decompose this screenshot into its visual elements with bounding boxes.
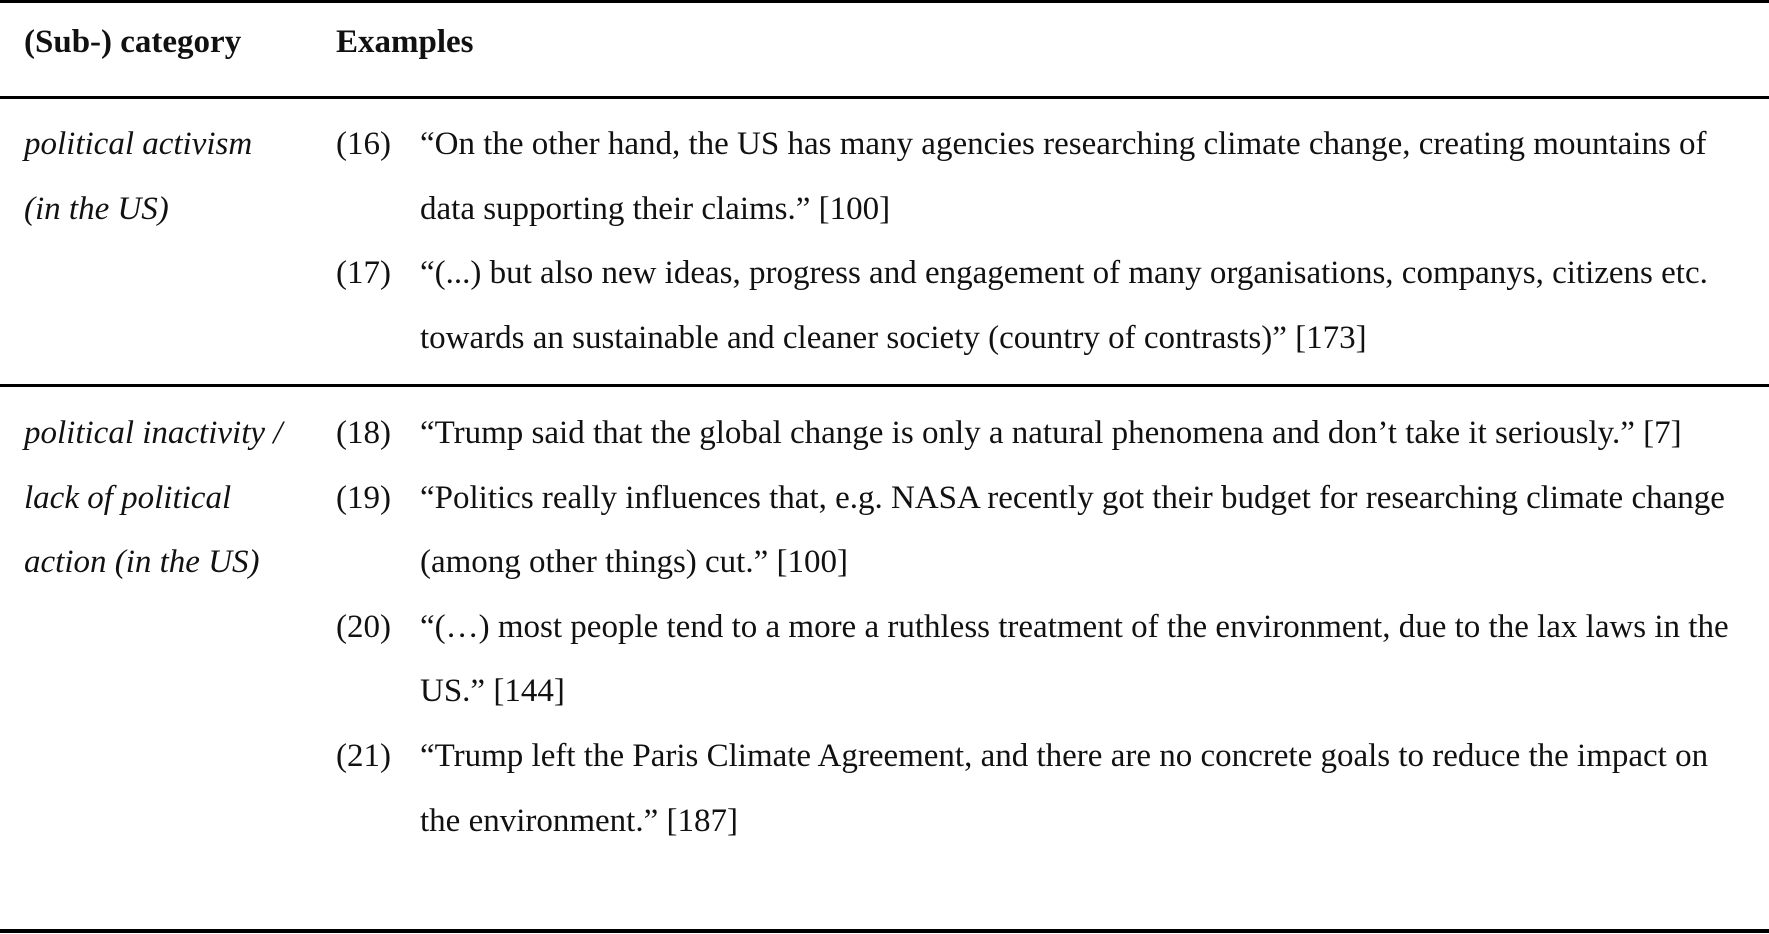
example-text: “(…) most people tend to a more a ruthless treatment of the environment, due to the lax laws in the US.” [144] — [420, 608, 1729, 710]
example-number: (18) — [336, 415, 391, 451]
example-item — [336, 595, 1756, 724]
column-header-category: (Sub-) category — [24, 24, 242, 60]
example-item — [336, 112, 1756, 241]
category-cell: political inactivity / lack of political action (in the US) — [24, 415, 283, 581]
example-item — [336, 241, 1756, 370]
example-text: “Politics really influences that, e.g. NASA recently got their budget for researching climate change (among other things) cut.” [100] — [420, 479, 1725, 581]
example-text: “Trump said that the global change is only a natural phenomena and don’t take it seriously.” [7] — [420, 415, 1682, 451]
examples-cell — [336, 401, 1756, 853]
group-divider-rule — [0, 384, 1769, 387]
example-item — [336, 466, 1756, 595]
example-item — [336, 724, 1756, 853]
example-number: (19) — [336, 479, 391, 516]
table-bottom-rule — [0, 929, 1769, 933]
column-header-examples: Examples — [336, 24, 474, 60]
example-text: “Trump left the Paris Climate Agreement, and there are no concrete goals to reduce the impact on the environment.” [187] — [420, 737, 1709, 839]
example-number: (17) — [336, 255, 391, 292]
table-top-rule — [0, 0, 1769, 3]
header-rule — [0, 96, 1769, 99]
example-number: (20) — [336, 608, 391, 645]
category-cell: political activism (in the US) — [24, 126, 253, 227]
example-text: “(...) but also new ideas, progress and engagement of many organisations, companys, citizens etc. towards an sustainable and cleaner society (country of contrasts)” [173] — [420, 255, 1708, 356]
examples-cell — [336, 112, 1756, 370]
example-item — [336, 401, 1756, 466]
example-text: “On the other hand, the US has many agencies researching climate change, creating mountains of data supporting their claims.” [100] — [420, 126, 1707, 227]
example-number: (21) — [336, 737, 391, 774]
example-number: (16) — [336, 126, 391, 162]
